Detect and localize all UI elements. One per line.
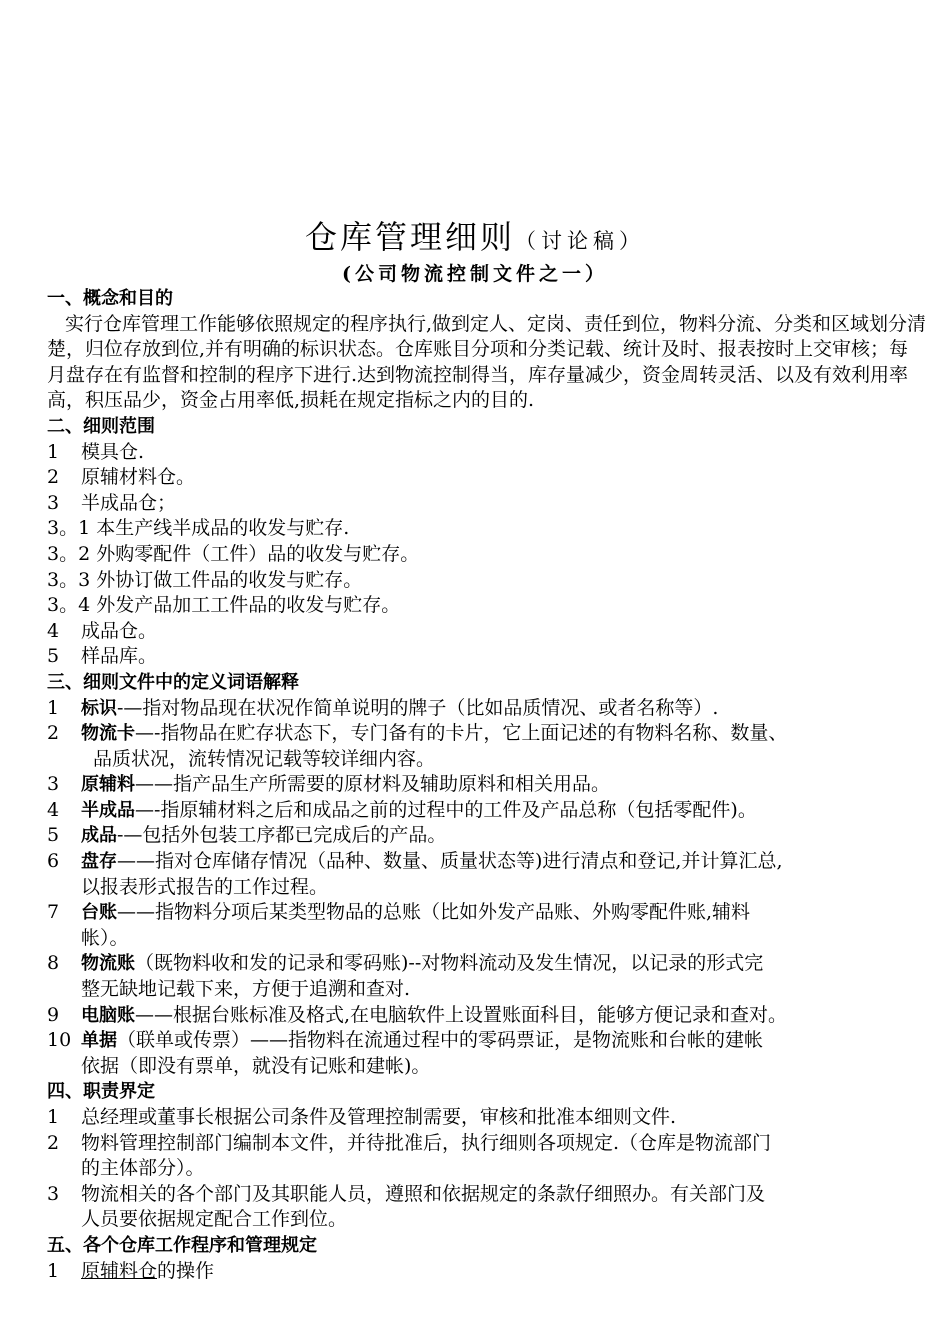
section-heading-responsibilities: 四、职责界定 <box>47 1081 155 1103</box>
title-draft-note: （讨论稿） <box>515 229 645 253</box>
definition-text: （联单或传票）——指物料在流通过程中的零码票证，是物流账和台帐的建帐 <box>117 1029 764 1052</box>
list-subitem: 3。4 外发产品加工工件品的收发与贮存。 <box>47 594 401 617</box>
definition-item: 6 盘存——指对仓库储存情况（品种、数量、质量状态等)进行清点和登记,并计算汇总, 以报表形式报告的工作过程。 <box>47 849 927 900</box>
definition-item: 7 台账——指物料分项后某类型物品的总账（比如外发产品账、外购零配件账,辅料 帐）。 <box>47 900 927 951</box>
definition-item: 3 原辅料——指产品生产所需要的原材料及辅助原料和相关用品。 <box>47 773 611 796</box>
section-heading-scope: 二、细则范围 <box>47 415 155 437</box>
list-item-continuation: 的主体部分）。 <box>81 1157 205 1180</box>
definition-text: ——指物料分项后某类型物品的总账（比如外发产品账、外购零配件账,辅料 <box>117 901 751 924</box>
list-item: 3 物流相关的各个部门及其职能人员，遵照和依据规定的条款仔细照办。有关部门及 人员要依据规定配合工作到位。 <box>47 1182 927 1233</box>
definition-text: —-指原辅材料之后和成品之前的过程中的工件及产品总称（包括零配件)。 <box>135 798 757 821</box>
definition-term: 半成品 <box>81 799 135 821</box>
definition-continuation: 整无缺地记载下来，方便于追溯和查对. <box>81 978 411 1001</box>
definition-term: 电脑账 <box>81 1004 135 1026</box>
definition-term: 标识 <box>81 697 117 719</box>
definition-item: 1 标识-—指对物品现在状况作简单说明的牌子（比如品质情况、或者名称等）. <box>47 696 719 719</box>
list-item: 1 原辅料仓的操作 <box>47 1259 215 1282</box>
list-item: 1 总经理或董事长根据公司条件及管理控制需要，审核和批准本细则文件. <box>47 1106 677 1128</box>
definition-term: 台账 <box>81 902 117 924</box>
definition-term: 盘存 <box>81 851 117 873</box>
definition-text: ——指对仓库储存情况（品种、数量、质量状态等)进行清点和登记,并计算汇总, <box>117 850 783 873</box>
list-item-continuation: 人员要依据规定配合工作到位。 <box>81 1208 348 1231</box>
list-item: 1 模具仓. <box>47 440 145 463</box>
definition-term: 单据 <box>81 1030 117 1052</box>
section-heading-definitions: 三、细则文件中的定义词语解释 <box>47 671 299 693</box>
list-subitem: 3。2 外购零配件（工件）品的收发与贮存。 <box>47 542 420 565</box>
list-item: 3 半成品仓； <box>47 491 177 514</box>
list-subitem: 3。3 外协订做工件品的收发与贮存。 <box>47 568 363 591</box>
document-body <box>47 286 927 1284</box>
document-subtitle: (公司物流控制文件之一） <box>342 263 608 285</box>
title-main: 仓库管理细则 <box>304 218 515 256</box>
list-item: 4 成品仓。 <box>47 619 158 642</box>
definition-item: 5 成品-—包括外包装工序都已完成后的产品。 <box>47 824 447 847</box>
definition-text: ——指产品生产所需要的原材料及辅助原料和相关用品。 <box>135 773 611 796</box>
definition-text: -—包括外包装工序都已完成后的产品。 <box>117 824 447 847</box>
section-heading-concept: 一、概念和目的 <box>47 288 173 309</box>
definition-term: 原辅料 <box>81 774 135 796</box>
definition-term: 物流账 <box>81 953 135 975</box>
definition-item: 8 物流账（既物料收和发的记录和零码账)--对物料流动及发生情况，以记录的形式完 整无缺地记载下来，方便于追溯和查对. <box>47 951 927 1002</box>
definition-text: ——根据台账标准及格式,在电脑软件上设置账面科目，能够方便记录和查对。 <box>135 1003 788 1026</box>
definition-continuation: 依据（即没有票单，就没有记账和建帐)。 <box>81 1054 431 1077</box>
definition-continuation: 品质状况，流转情况记载等较详细内容。 <box>93 747 436 770</box>
section-heading-procedures: 五、各个仓库工作程序和管理规定 <box>47 1234 317 1256</box>
definition-continuation: 帐）。 <box>81 926 129 949</box>
definition-continuation: 以报表形式报告的工作过程。 <box>81 875 329 898</box>
definition-text: -—指对物品现在状况作简单说明的牌子（比如品质情况、或者名称等）. <box>117 696 719 719</box>
definition-item: 10 单据（联单或传票）——指物料在流通过程中的零码票证，是物流账和台帐的建帐 依据（即没有票单，就没有记账和建帐)。 <box>47 1028 927 1079</box>
list-item: 2 原辅材料仓。 <box>47 466 196 489</box>
definition-term: 成品 <box>81 825 117 847</box>
definition-text: —-指物品在贮存状态下，专门备有的卡片，它上面记述的有物料名称、数量、 <box>135 722 788 745</box>
definition-term: 物流卡 <box>81 723 135 745</box>
list-item: 2 物料管理控制部门编制本文件，并待批准后，执行细则各项规定.（仓库是物流部门 的主体部分）。 <box>47 1131 927 1182</box>
underlined-term: 原辅料仓 <box>81 1259 158 1282</box>
definition-item: 2 物流卡—-指物品在贮存状态下，专门备有的卡片，它上面记述的有物料名称、数量、 品质状况，流转情况记载等较详细内容。 <box>47 721 927 772</box>
list-subitem: 3。1 本生产线半成品的收发与贮存. <box>47 517 350 540</box>
definition-item: 9 电脑账——根据台账标准及格式,在电脑软件上设置账面科目，能够方便记录和查对。 <box>47 1003 788 1026</box>
section-paragraph-concept: 实行仓库管理工作能够依照规定的程序执行,做到定人、定岗、责任到位，物料分流、分类和区域划分清楚，归位存放到位,并有明确的标识状态。仓库账目分项和分类记载、统计及时、报表按时上交审核；每月盘存在有监督和控制的程序下进行.达到物流控制得当，库存量减少，资金周转灵活、以及有效利用率高，积压品少，资金占用率低,损耗在规定指标之内的目的. <box>47 312 927 412</box>
definition-text: （既物料收和发的记录和零码账)--对物料流动及发生情况，以记录的形式完 <box>135 952 764 975</box>
list-item: 5 样品库。 <box>47 645 158 668</box>
definition-item: 4 半成品—-指原辅材料之后和成品之前的过程中的工件及产品总称（包括零配件)。 <box>47 798 757 821</box>
